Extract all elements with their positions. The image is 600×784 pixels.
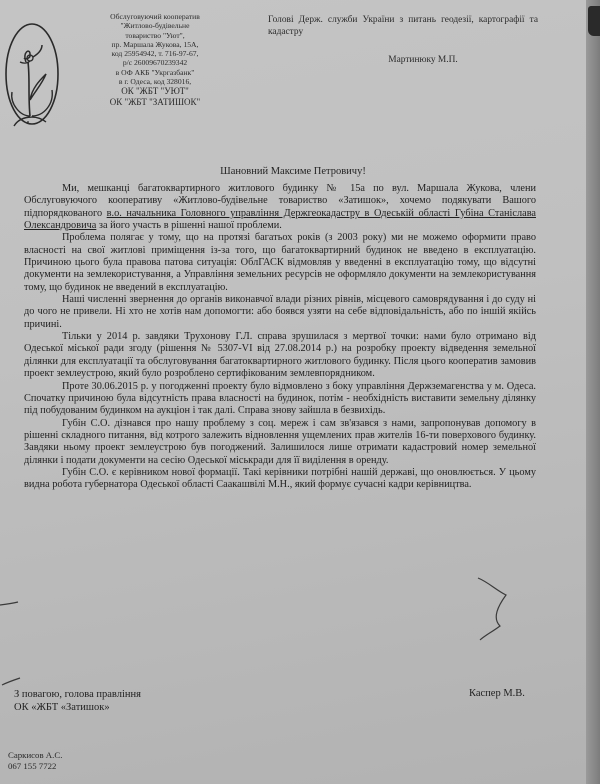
letter-body bbox=[24, 183, 536, 492]
letterhead-line: пр. Маршала Жукова, 15А, bbox=[111, 39, 199, 49]
letterhead-line: ОК "ЖБТ "УЮТ" bbox=[121, 86, 189, 97]
letterhead-line: Обслуговуючий кооператив bbox=[110, 12, 200, 21]
closing-regards: З повагою, голова правління bbox=[14, 689, 141, 700]
paragraph-7: Губін С.О. є керівником нової формації. Такі керівники потрібні нашій державі, що оновлюється. У цьому видна робота губернатора Одеської області Саакашвілі М.Н., який формує сучасні кадри керівництва. bbox=[24, 466, 536, 491]
letterhead-line: в ОФ АКБ "Укргазбанк" bbox=[115, 67, 195, 77]
contact-phone: 067 155 7722 bbox=[8, 761, 57, 771]
paragraph-1-end: за його участь в рішенні нашої проблеми. bbox=[96, 220, 282, 232]
addressee-title: Голові Держ. служби України з питань геодезії, картографії та кадастру bbox=[268, 15, 538, 37]
closing-organization: ОК «ЖБТ «Затишок» bbox=[14, 702, 110, 713]
paragraph-1-start: Ми, мешканці багатоквартирного житлового будинку № 15а по вул. Маршала Жукова, члени Обслуговуючого кооперативу «Житлово-будівельне товариство «Затишок», хочемо подякувати Вашого підпорядкованого bbox=[24, 183, 536, 219]
contact-name: Саркисов А.С. bbox=[8, 750, 63, 760]
paragraph-3: Наші численні звернення до органів виконавчої влади різних рівнів, місцевого самоврядування і до суду ні до чого не привели. Ні хто не хотів нам допомогти: або боявся узяти на себе відповідальність, або по іншій якійсь причині. bbox=[24, 294, 536, 330]
organization-letterhead bbox=[80, 12, 230, 108]
paragraph-6: Губін С.О. дізнався про нашу проблему з соц. мереж і сам зв'язався з нами, запропонував допомогу в рішенні складного питання, від котрого залежить відновлення ущемлених прав жителів 16-ти поверхового будинку. Завдяки ньому проект землеустрою був погоджений. Залишилося лише отримати кадастровий номер земельної ділянки і подати документи на сесію Одеської міськради для її виділення в оренду. bbox=[24, 417, 536, 466]
paragraph-2: Проблема полягає у тому, що на протязі багатьох років (з 2003 року) ми не можемо оформити право власності на свої житлові приміщення із-за того, що багатоквартирний будинок не введено в експлуатацію. Причиною цього була правова патова ситуація: ОблГАСК відмовляв у введенні в експлуатацію тому, що відсутні документи на землекористування, а Управління земельних ресурсів не оформляло документи на землекористування тому, що будинок не введений в експлуатацію. bbox=[24, 232, 536, 293]
underlined-official-name: в.о. начальника Головного управління Держгеокадастру в Одеській області Губіна Станіслава Олександровича bbox=[24, 207, 536, 232]
addressee-name: Мартинюку М.П. bbox=[388, 55, 458, 65]
addressee-block bbox=[268, 14, 538, 66]
background-object bbox=[588, 6, 600, 36]
contact-block bbox=[8, 750, 62, 772]
letterhead-line: код 25954942, т. 716-97-67, bbox=[111, 49, 199, 59]
letterhead-line: р/с 26009670239342 bbox=[122, 58, 188, 68]
letterhead-line: в г. Одеса, код 328016, bbox=[118, 77, 192, 87]
paragraph-4: Тільки у 2014 р. завдяки Трухонову Г.Л. справа зрушилася з мертвої точки: нами було отримано від Одеської міської ради згоду (рішення № 5307-VI від 27.08.2014 р.) на розробку проекту відведення земельної ділянки для експлуатації та обслуговування багатоквартирного житлового будинку. Після цього кооператив замовив проект землеустрою, який було розроблено сертифікованим землевпорядником. bbox=[24, 331, 536, 380]
paragraph-1 bbox=[24, 183, 536, 232]
letterhead-line: "Житлово-будівельне bbox=[120, 21, 190, 31]
letterhead-line: товариство "Уют", bbox=[125, 30, 185, 40]
letterhead-line: ОК "ЖБТ "ЗАТИШОК" bbox=[109, 97, 201, 108]
closing-block bbox=[14, 688, 141, 714]
paragraph-5: Проте 30.06.2015 р. у погодженні проекту було відмовлено з боку управління Держземагенства у м. Одеса. Спочатку причиною була відсутність права власності на будинок, потім - необхідність виставити земельну ділянку під побудованим будинком на аукціон і так далі. Справа знову зайшла в безвихідь. bbox=[24, 380, 536, 417]
page-edge-shadow bbox=[586, 0, 600, 784]
flower-emblem-icon bbox=[2, 18, 60, 128]
signer-name: Каспер М.В. bbox=[469, 688, 525, 699]
salutation: Шановний Максиме Петровичу! bbox=[220, 166, 366, 177]
